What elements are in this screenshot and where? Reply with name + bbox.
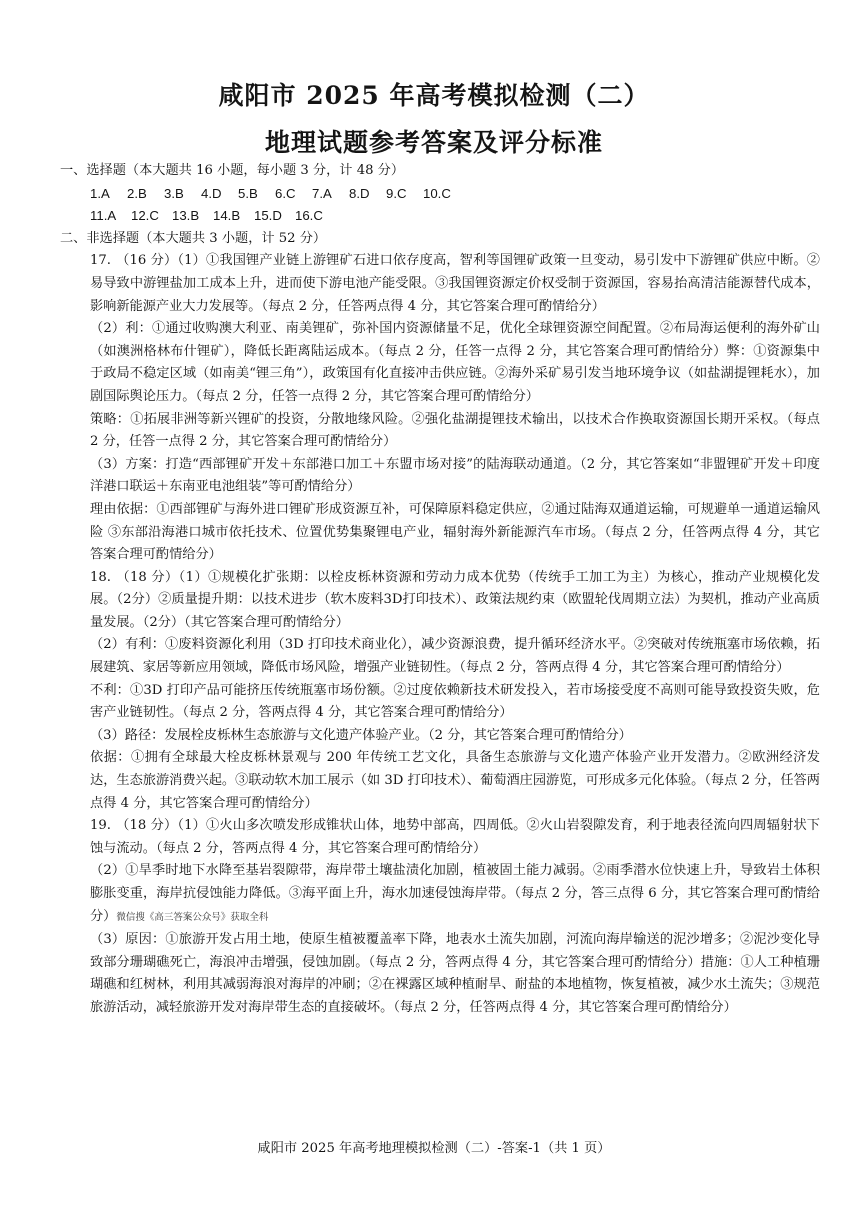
choice-answers-row-1: [90, 183, 820, 206]
q17-number: 17.: [90, 253, 111, 269]
choice-answer: 7.A: [312, 185, 332, 201]
q18-basis: 依据：①拥有全球最大栓皮栎林景观与 200 年传统工艺文化，具备生态旅游与文化遗产体验产业开发潜力。②欧洲经济发达，生态旅游消费兴起。③联动软木加工展示（如 3D 打印技术）、葡萄酒庄园游览，可形成多元化体验。（每点 2 分，任答两点得 4 分，其它答案合理可酌情给分）: [90, 750, 820, 811]
q17-reason: 理由依据：①西部锂矿与海外进口锂矿形成资源互补，可保障原料稳定供应，②通过陆海双通道运输，可规避单一通道运输风险 ③东部沿海港口城市依托技术、位置优势集聚锂电产业，辐射海外新能源汽车市场。（每点 2 分，任答两点得 4 分，其它答案合理可酌情给分）: [90, 501, 820, 563]
q18-part-2-cons: 不利：①3D 打印产品可能挤压传统瓶塞市场份额。②过度依赖新技术研发投入，若市场接受度不高则可能导致投资失败，危害产业链韧性。（每点 2 分，答两点得 4 分，其它答案合理可酌情给分）: [90, 682, 820, 721]
q17-part-2: （2）利：①通过收购澳大利亚、南美锂矿，弥补国内资源储量不足，优化全球锂资源空间配置。②布局海运便利的海外矿山（如澳洲格林布什锂矿），降低长距离陆运成本。（每点 2 分，任答一点得 2 分，其它答案合理可酌情给分）弊：①资源集中于政局不稳定区域（如南美“锂三角”），政策国有化直接冲击供应链。②海外采矿易引发当地环境争议（如盐湖提锂耗水），加剧国际舆论压力。（每点 2 分，任答一点得 2 分，其它答案合理可酌情给分）: [90, 321, 820, 404]
choice-answer: 14.B: [213, 208, 241, 224]
choice-answer: 11.A: [90, 208, 117, 224]
section-nonchoice-heading: 二、非选择题（本大题共 3 小题，计 52 分）: [60, 230, 327, 246]
q19-part-2-text: （2）①旱季时地下水降至基岩裂隙带，海岸带土壤盐渍化加剧，植被固土能力减弱。②雨季潜水位快速上升，导致岩土体积膨胀变重，海岸抗侵蚀能力降低。③海平面上升，海水加速侵蚀海岸带。（每点 2 分，答三点得 6 分，其它答案合理可酌情给分）: [90, 863, 820, 924]
q19-part-1: [90, 815, 820, 860]
question-19: [90, 815, 820, 1019]
choice-answers-row-2: [90, 205, 820, 228]
choice-answer: 4.D: [201, 185, 222, 201]
choice-answer: 1.A: [90, 185, 110, 201]
page-title: 咸阳市 2025 年高考模拟检测（二）: [218, 81, 650, 110]
q18-part-1-text: （18 分）（1）①规模化扩张期：以栓皮栎林资源和劳动力成本优势（传统手工加工为主）为核心，推动产业规模化发展。（2分）②质量提升期：以技术进步（软木废料3D打印技术）、政策法规约束（欧盟轮伐周期立法）为契机，推动产业高质量发展。（2分）（其它答案合理可酌情给分）: [90, 569, 820, 630]
question-18: [90, 567, 820, 816]
page-footer: 咸阳市 2025 年高考地理模拟检测（二）-答案-1（共 1 页）: [257, 1141, 611, 1156]
choice-answer: 10.C: [423, 185, 451, 201]
q18-part-1: [90, 567, 820, 635]
page-subtitle: 地理试题参考答案及评分标准: [264, 128, 603, 157]
choice-answer: 15.D: [254, 208, 282, 224]
choice-answer: 6.C: [275, 185, 296, 201]
q18-part-3: （3）路径：发展栓皮栎林生态旅游与文化遗产体验产业。（2 分，其它答案合理可酌情给分）: [90, 727, 632, 743]
q17-part-1: [90, 250, 820, 318]
q18-part-2-pros: （2）有利：①废料资源化利用（3D 打印技术商业化），减少资源浪费，提升循环经济水平。②突破对传统瓶塞市场依赖，拓展建筑、家居等新应用领域，降低市场风险，增强产业链韧性。（每点 2 分，答两点得 4 分，其它答案合理可酌情给分）: [90, 637, 820, 676]
choice-answer: 13.B: [172, 208, 200, 224]
choice-answer: 2.B: [127, 185, 147, 201]
q18-number: 18.: [90, 569, 111, 585]
choice-answer: 16.C: [295, 208, 323, 224]
choice-answer: 12.C: [131, 208, 159, 224]
q19-part-1-text: （18 分）（1）①火山多次喷发形成锥状山体，地势中部高，四周低。②火山岩裂隙发育，利于地表径流向四周辐射状下蚀与流动。（每点 2 分，答两点得 4 分，其它答案合理可酌情给分）: [90, 818, 820, 856]
choice-answer: 9.C: [386, 185, 407, 201]
q17-strategy: 策略：①拓展非洲等新兴锂矿的投资，分散地缘风险。②强化盐湖提锂技术输出，以技术合作换取资源国长期开采权。（每点 2 分，任答一点得 2 分，其它答案合理可酌情给分）: [90, 411, 820, 450]
section-choice-heading: 一、选择题（本大题共 16 小题，每小题 3 分，计 48 分）: [60, 163, 405, 178]
question-17: [90, 250, 820, 566]
q19-part-3: （3）原因：①旅游开发占用土地，使原生植被覆盖率下降，地表水土流失加剧，河流向海岸输送的泥沙增多；②泥沙变化导致部分珊瑚礁死亡，海浪冲击增强，侵蚀加剧。（每点 2 分，答两点得 4 分，其它答案合理可酌情给分）措施：①人工种植珊瑚礁和红树林，利用其减弱海浪对海岸的冲刷；②在裸露区域种植耐旱、耐盐的本地植物，恢复植被，减少水土流失；③规范旅游活动，减轻旅游开发对海岸带生态的直接破坏。（每点 2 分，任答两点得 4 分，其它答案合理可酌情给分）: [90, 932, 820, 1015]
choice-answer: 5.B: [238, 185, 258, 201]
answer-body: [60, 160, 820, 1020]
q19-number: 19.: [90, 818, 111, 834]
choice-answer: 3.B: [164, 185, 184, 201]
choice-answer: 8.D: [349, 185, 370, 201]
q17-part-1-text: （16 分）（1）①我国锂产业链上游锂矿石进口依存度高，智利等国锂矿政策一旦变动，易引发中下游锂矿供应中断。②易导致中游锂盐加工成本上升，进而使下游电池产能受限。③我国锂资源定价权受制于资源国，容易抬高清洁能源替代成本，影响新能源产业大力发展等。（每点 2 分，任答两点得 4 分，其它答案合理可酌情给分）: [90, 253, 820, 314]
watermark-note: 微信搜《高三答案公众号》获取全科: [116, 911, 269, 923]
q17-part-3: （3）方案：打造“西部锂矿开发＋东部港口加工＋东盟市场对接”的陆海联动通道。（2 分，其它答案如“非盟锂矿开发＋印度洋港口联运＋东南亚电池组装”等可酌情给分）: [90, 456, 820, 495]
q19-part-2: [90, 860, 820, 929]
